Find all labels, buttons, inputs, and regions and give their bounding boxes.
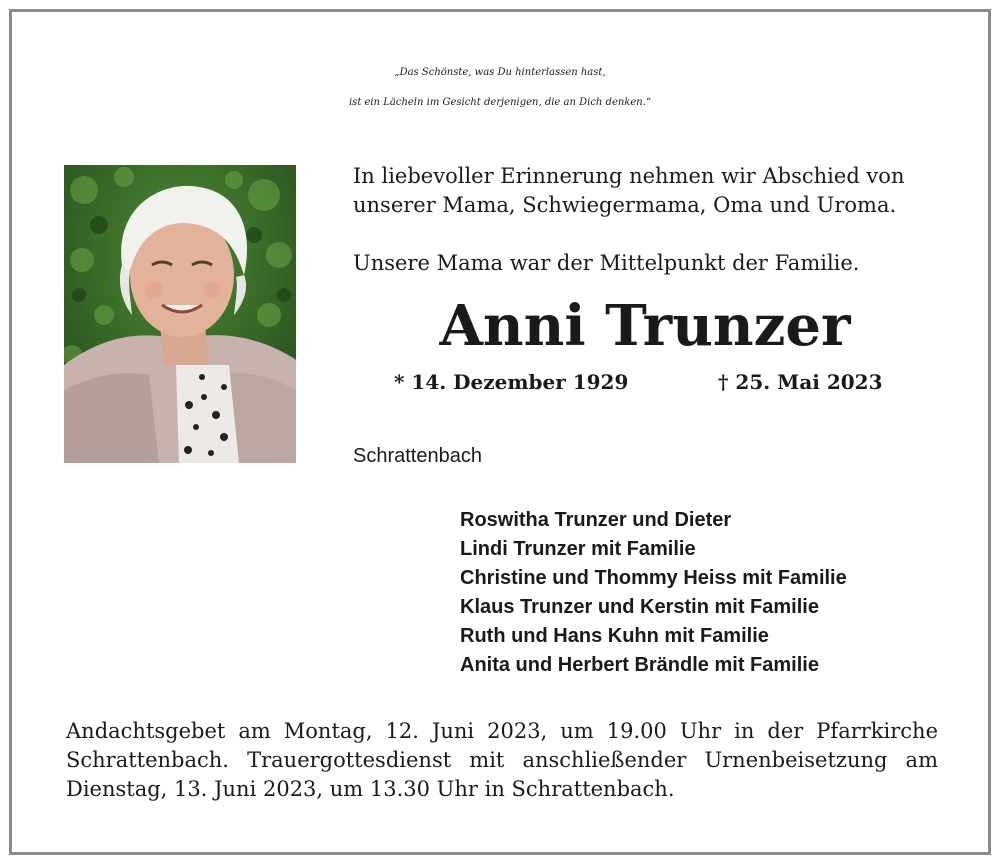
mourner-entry: Klaus Trunzer und Kerstin mit Familie xyxy=(460,596,819,618)
intro-line-3: Unsere Mama war der Mittelpunkt der Familie. xyxy=(353,251,860,275)
place-of-residence: Schrattenbach xyxy=(353,445,482,467)
birth-date: * 14. Dezember 1929 xyxy=(394,370,629,394)
mourner-entry: Christine und Thommy Heiss mit Familie xyxy=(460,567,847,589)
intro-line-2: unserer Mama, Schwiegermama, Oma und Uroma. xyxy=(353,193,897,217)
intro-line-1: In liebevoller Erinnerung nehmen wir Abschied von xyxy=(353,164,905,188)
service-line-1: Andachtsgebet am Montag, 12. Juni 2023, um 19.00 Uhr in der Pfarrkirche xyxy=(66,719,938,743)
mourner-entry: Anita und Herbert Brändle mit Familie xyxy=(460,654,819,676)
deceased-name: Anni Trunzer xyxy=(439,293,851,359)
portrait-photo xyxy=(64,165,296,463)
service-details xyxy=(66,717,938,804)
memorial-quote xyxy=(0,58,1000,118)
service-line-3: Dienstag, 13. Juni 2023, um 13.30 Uhr in Schrattenbach. xyxy=(66,777,675,801)
mourners-list xyxy=(460,506,847,680)
quote-line-1: „Das Schönste, was Du hinterlassen hast, xyxy=(394,67,606,78)
mourner-entry: Roswitha Trunzer und Dieter xyxy=(460,509,732,531)
quote-line-2: ist ein Lächeln im Gesicht derjenigen, die an Dich denken.“ xyxy=(348,97,652,108)
mourner-entry: Ruth und Hans Kuhn mit Familie xyxy=(460,625,769,647)
portrait-image xyxy=(64,165,296,463)
service-line-2: Schrattenbach. Trauergottesdienst mit anschließender Urnenbeisetzung am xyxy=(66,748,938,772)
intro-text xyxy=(353,162,953,278)
mourner-entry: Lindi Trunzer mit Familie xyxy=(460,538,696,560)
death-date: † 25. Mai 2023 xyxy=(718,370,883,394)
